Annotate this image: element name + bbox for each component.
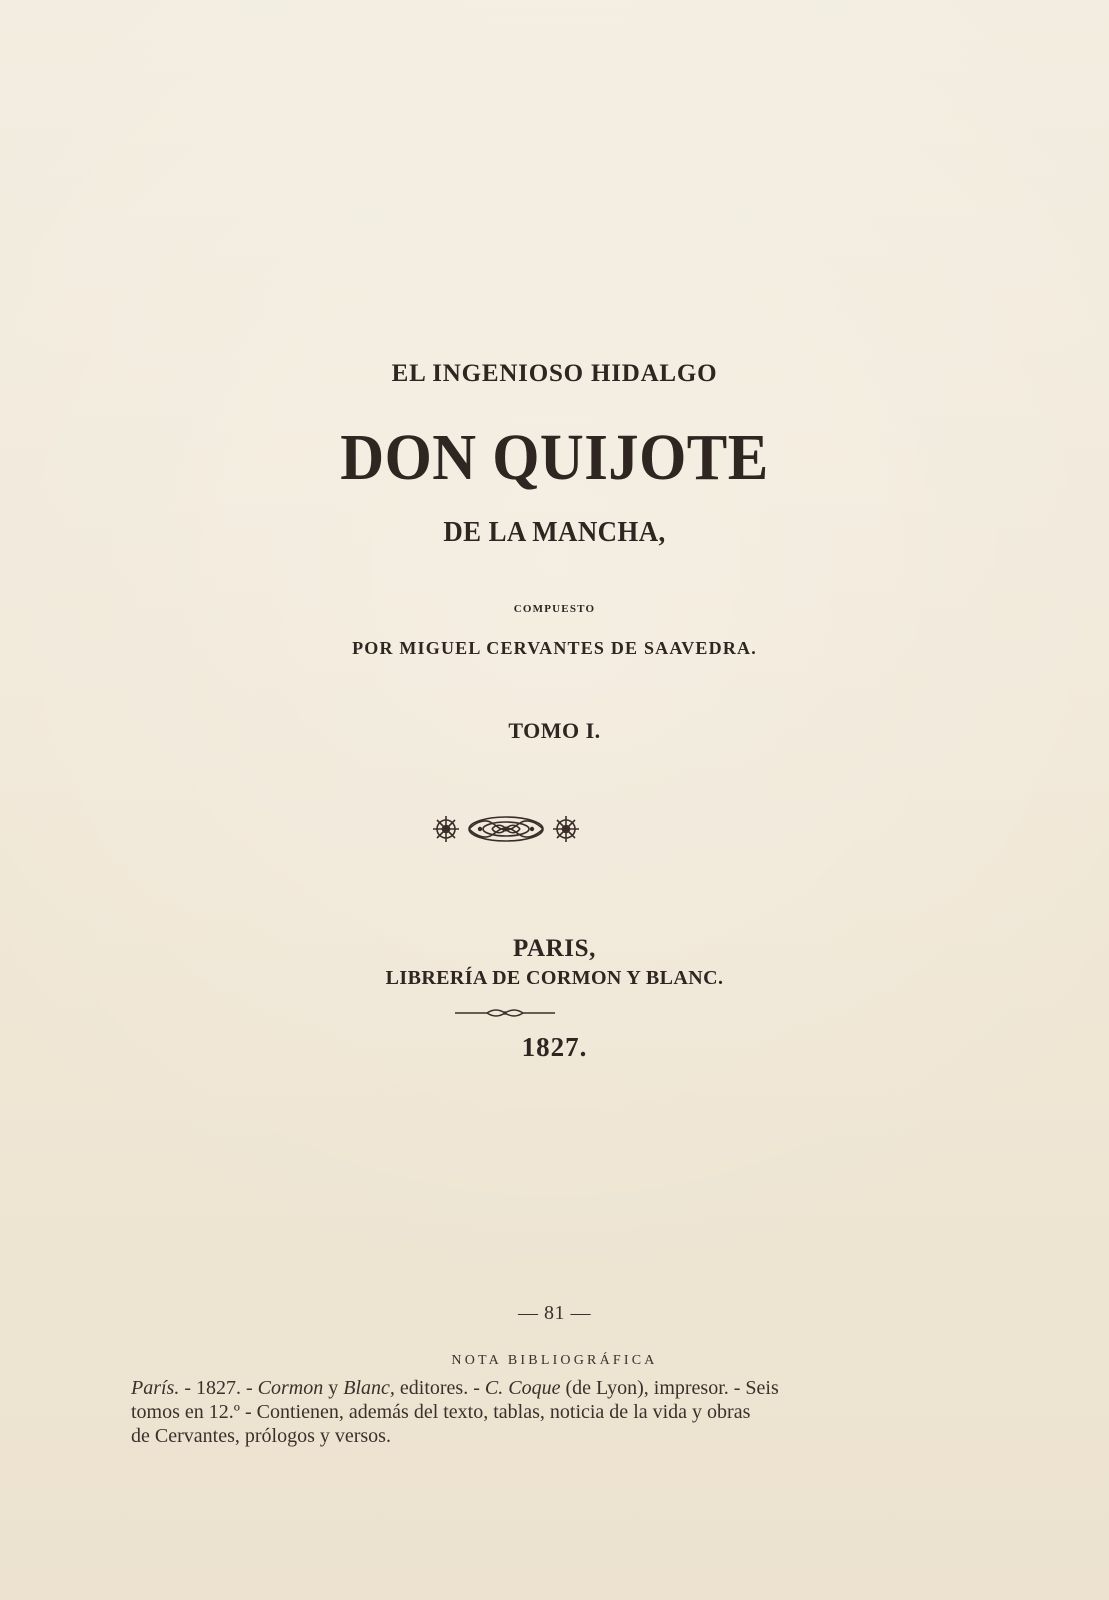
decorative-rule <box>455 1008 555 1018</box>
title-line-location: DE LA MANCHA, <box>443 517 666 548</box>
main-title: DON QUIJOTE <box>340 421 769 494</box>
note-separator-1: - 1827. - <box>179 1377 258 1399</box>
note-publisher-name-2: Blanc, <box>343 1377 395 1399</box>
note-conjunction: y <box>323 1377 344 1399</box>
bibliographic-note-line-2: tomos en 12.º - Contienen, además del texto, tablas, noticia de la vida y obras <box>131 1401 751 1423</box>
ornament-icon <box>430 809 582 849</box>
note-place: París. <box>131 1377 180 1399</box>
volume-label: TOMO I. <box>508 718 601 743</box>
note-publisher-name-1: Cormon <box>257 1377 324 1399</box>
note-printer-name: C. Coque <box>484 1377 561 1399</box>
bibliographic-note-title: NOTA BIBLIOGRÁFICA <box>451 1353 658 1368</box>
bibliographic-note <box>131 1376 888 1448</box>
publication-year: 1827. <box>521 1032 588 1062</box>
bibliographic-note-line-1 <box>131 1376 888 1400</box>
composed-label: COMPUESTO <box>513 603 596 615</box>
page-number: — 81 — <box>518 1302 591 1324</box>
note-printer-details: (de Lyon), impresor. - Seis <box>560 1377 779 1399</box>
note-editors: editores. - <box>394 1377 485 1399</box>
publication-city: PARIS, <box>512 935 596 962</box>
title-line-subtitle: EL INGENIOSO HIDALGO <box>391 360 718 387</box>
bibliographic-note-line-3: de Cervantes, prólogos y versos. <box>131 1425 391 1447</box>
publisher-line: LIBRERÍA DE CORMON Y BLANC. <box>385 967 724 989</box>
author-line: POR MIGUEL CERVANTES DE SAAVEDRA. <box>352 638 757 658</box>
